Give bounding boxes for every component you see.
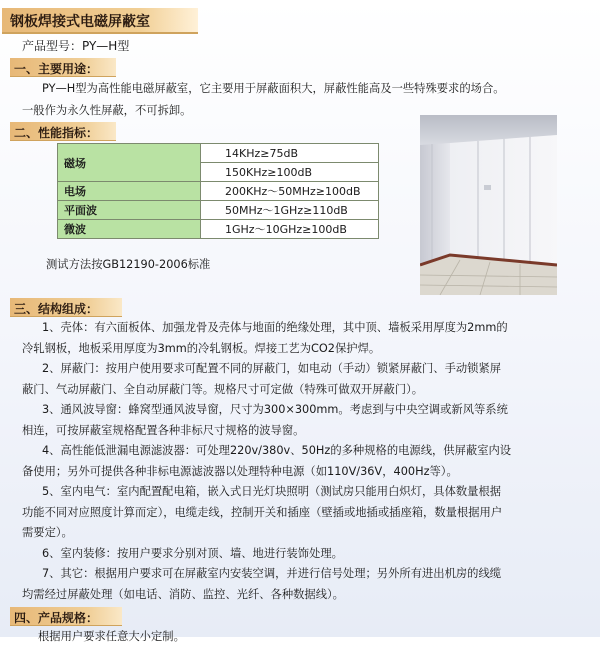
section-3-line: 功能不同对应照度计算而定），电缆走线，控制开关和插座（壁插或地插或插座箱，数量根据用户: [22, 505, 503, 519]
shielded-room-photo: [420, 115, 557, 295]
section-3-line: 相连，可按屏蔽室规格配置各种非标尺寸规格的波导窗。: [22, 423, 305, 437]
table-label-cell: 平面波: [58, 201, 201, 220]
section-3-line: 6、室内装修：按用户要求分别对顶、墙、地进行装饰处理。: [42, 546, 343, 560]
table-value-cell: 1GHz～10GHz≥100dB: [201, 220, 379, 239]
section-1-line-2: 一般作为永久性屏蔽，不可拆卸。: [22, 104, 192, 117]
table-row: [58, 182, 379, 201]
section-3-line: 7、其它：根据用户要求可在屏蔽室内安装空调，并进行信号处理；另外所有进出机房的线缆: [42, 567, 502, 580]
section-1-line-1: PY—H型为高性能电磁屏蔽室，它主要用于屏蔽面积大，屏蔽性能高及一些特殊要求的场合。: [42, 82, 505, 95]
section-4-heading: 四、产品规格：: [14, 610, 99, 625]
section-3-line: 1、壳体：有六面板体、加强龙骨及壳体与地面的绝缘处理，其中顶、墙板采用厚度为2mm的: [42, 321, 508, 334]
section-1-heading: 一、主要用途：: [14, 62, 99, 76]
section-3-line: 5、室内电气：室内配置配电箱，嵌入式日光灯块照明（测试房只能用白炽灯，具体数量根据: [42, 485, 502, 498]
test-method-note: 测试方法按GB12190-2006标准: [46, 258, 211, 271]
table-value-cell: 50MHz～1GHz≥110dB: [201, 201, 379, 220]
section-2-heading: 二、性能指标：: [14, 126, 99, 140]
table-row: [58, 144, 379, 163]
performance-table: [57, 143, 379, 239]
section-3-line: 4、高性能低泄漏电源滤波器：可处理220v/380v、50Hz的多种规格的电源线，供屏蔽室内设: [42, 444, 512, 457]
table-value-cell: 14KHz≥75dB: [201, 144, 379, 163]
section-3-line: 均需经过屏蔽处理（如电话、消防、监控、光纤、各种数据线）。: [22, 587, 344, 601]
section-3-line: 蔽门、气动屏蔽门、全自动屏蔽门等。规格尺寸可定做（特殊可做双开屏蔽门）。: [22, 382, 424, 396]
table-label-cell: 电场: [58, 182, 201, 201]
section-3-line: 2、屏蔽门：按用户使用要求可配置不同的屏蔽门，如电动（手动）锁紧屏蔽门、手动锁紧屏: [42, 362, 502, 375]
table-row: [58, 201, 379, 220]
table-row: [58, 220, 379, 239]
table-label-cell: 微波: [58, 220, 201, 239]
section-4-line: 根据用户要求任意大小定制。: [38, 629, 185, 643]
section-3-line: 冷轧钢板，地板采用厚度为3mm的冷轧钢板。焊接工艺为CO2保护焊。: [22, 341, 381, 355]
section-3-line: 3、通风波导窗：蜂窝型通风波导窗，尺寸为300×300mm。考虑到与中央空调或新风等系统: [42, 403, 508, 416]
document-title: 钢板焊接式电磁屏蔽室: [10, 14, 150, 30]
section-3-line: 需要定）。: [22, 526, 73, 539]
table-value-cell: 150KHz≥100dB: [201, 163, 379, 182]
wall-socket-icon: [484, 185, 491, 190]
model-line: 产品型号：PY—H型: [22, 39, 130, 53]
table-label-cell: 磁场: [58, 144, 201, 182]
room-illustration: [420, 115, 557, 295]
section-3-heading: 三、结构组成：: [14, 302, 99, 316]
section-3-line: 备使用；另外可提供各种非标电源滤波器以处理特种电源（如110V/36V，400Hz等）。: [22, 464, 458, 478]
table-value-cell: 200KHz～50MHz≥100dB: [201, 182, 379, 201]
